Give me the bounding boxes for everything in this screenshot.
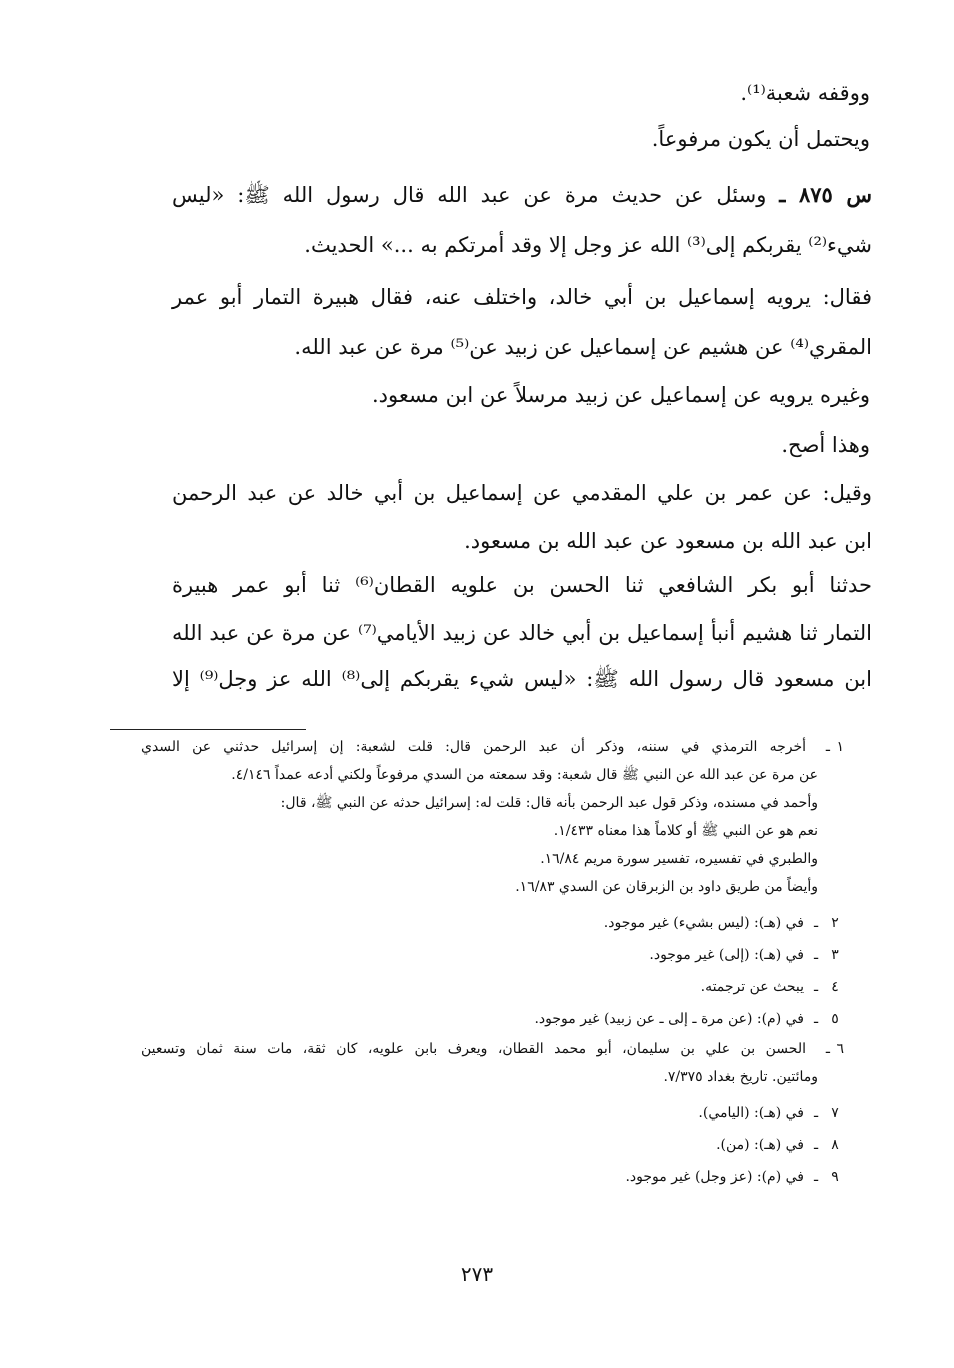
footnote-text: ومائتين. تاريخ بغداد ٧/٣٧٥.	[663, 1069, 818, 1085]
footnote-number: ١	[836, 739, 844, 755]
footnote-dash: ـ	[813, 1105, 819, 1121]
footnote-text: وأحمد في مسنده، وذكر قول عبد الرحمن بأنه قال: قلت له: إسرائيل حدثه عن النبي ﷺ، قال:	[280, 795, 818, 811]
text-line: فقال: يرويه إسماعيل بن أبي خالد، واختلف عنه، فقال هبيرة التمار أبو عمر	[172, 285, 872, 309]
footnote-text: في (م): (عن مرة ـ إلى ـ عن زبيد) غير موجود.	[534, 1011, 804, 1027]
footnote-separator	[110, 729, 306, 730]
footnote-number: ٣	[831, 947, 839, 963]
footnote-text: عن مرة عن عبد الله عن النبي ﷺ قال شعبة: وقد سمعته من السدي مرفوعاً ولكني أدعه عمداً ٤/١٤٦.	[231, 767, 818, 783]
footnote-7	[698, 1102, 842, 1124]
text-line: المقري⁽⁴⁾ عن هشيم عن إسماعيل عن زبيد عن⁽⁵⁾ مرة عن عبد الله.	[294, 335, 872, 359]
text-line: وهذا أصح.	[781, 433, 870, 457]
footnote-text: وأيضاً من طريق داود بن الزبرقان عن السدي ١٦/٨٣.	[515, 879, 818, 895]
question-text: وسئل عن حديث مرة عن عبد الله قال رسول الله ﷺ:	[237, 183, 767, 207]
footnote-5	[534, 1008, 842, 1030]
footnote-dash: ـ	[825, 1041, 830, 1057]
text-line: حدثنا أبو بكر الشافعي ثنا الحسن بن علويه القطان⁽⁶⁾ ثنا أبو عمر هبيرة	[172, 573, 872, 597]
footnote-number: ٥	[831, 1011, 839, 1027]
question-number: س ٨٧٥ ـ	[779, 182, 872, 207]
footnote-text: في (هـ): (اليامي).	[698, 1105, 804, 1121]
footnote-3	[649, 944, 842, 966]
footnote-dash: ـ	[813, 947, 819, 963]
footnote-text: أخرجه الترمذي في سننه، وذكر أن عبد الرحمن قال: قلت لشعبة: إن إسرائيل حدثني عن السدي	[141, 739, 806, 755]
text-line: ابن عبد الله بن مسعود عن عبد الله بن مسعود.	[464, 529, 872, 553]
footnote-dash: ـ	[813, 1011, 819, 1027]
question-line	[172, 180, 872, 210]
text-line: «ليس	[172, 183, 225, 207]
text-line: ويحتمل أن يكون مرفوعاً.	[651, 127, 870, 151]
footnote-dash: ـ	[813, 915, 819, 931]
footnote-text: في (م): (عز وجل) غير موجود.	[625, 1169, 804, 1185]
footnote-text: الحسن بن علي بن سليمان، أبو محمد القطان، ويعرف بابن علويه، كان ثقة، مات سنة ثمان وتسعين	[141, 1041, 806, 1057]
footnote-number: ٩	[831, 1169, 839, 1185]
text-line: وغيره يرويه عن إسماعيل عن زبيد مرسلاً عن ابن مسعود.	[371, 383, 870, 407]
footnote-text: نعم هو عن النبي ﷺ أو كلاماً هذا معناه ١/٤٣٣.	[553, 823, 818, 839]
text-line: شيء⁽²⁾ يقربكم إلى⁽³⁾ الله عز وجل إلا وقد أمرتكم به ...» الحديث.	[304, 233, 872, 257]
text-line: التمار ثنا هشيم أنبأ إسماعيل بن أبي خالد عن زبيد الأيامي⁽⁷⁾ عن مرة عن عبد الله	[172, 621, 872, 645]
text-line: وقيل: عن عمر بن علي المقدمي عن إسماعيل بن أبي خالد عن عبد الرحمن	[172, 481, 872, 505]
footnote-4	[701, 976, 842, 998]
footnote-8	[716, 1134, 842, 1156]
footnote-6	[141, 1038, 844, 1060]
footnote-dash: ـ	[813, 979, 819, 995]
footnote-text: في (هـ): (من).	[716, 1137, 804, 1153]
footnote-text: في (هـ): (ليس بشيء) غير موجود.	[603, 915, 804, 931]
text-line: ابن مسعود قال رسول الله ﷺ: «ليس شيء يقربكم إلى⁽⁸⁾ الله عز وجل⁽⁹⁾ إلا	[172, 667, 872, 691]
footnote-text: يبحث عن ترجمته.	[700, 979, 804, 995]
footnote-dash: ـ	[825, 739, 830, 755]
footnote-number: ٢	[831, 915, 839, 931]
page-number: ٢٧٣	[460, 1262, 494, 1286]
footnote-number: ٦	[836, 1041, 844, 1057]
footnote-dash: ـ	[813, 1169, 819, 1185]
footnote-1	[141, 736, 844, 758]
footnote-number: ٧	[831, 1105, 839, 1121]
footnote-number: ٨	[831, 1137, 839, 1153]
footnote-text: والطبري في تفسيره، تفسير سورة مريم ١٦/٨٤.	[540, 851, 818, 867]
footnote-number: ٤	[831, 979, 839, 995]
footnote-2	[604, 912, 842, 934]
text-line: ووقفه شعبة⁽¹⁾.	[740, 81, 870, 105]
footnote-text: في (هـ): (إلى) غير موجود.	[649, 947, 804, 963]
footnote-9	[625, 1166, 842, 1188]
footnote-dash: ـ	[813, 1137, 819, 1153]
